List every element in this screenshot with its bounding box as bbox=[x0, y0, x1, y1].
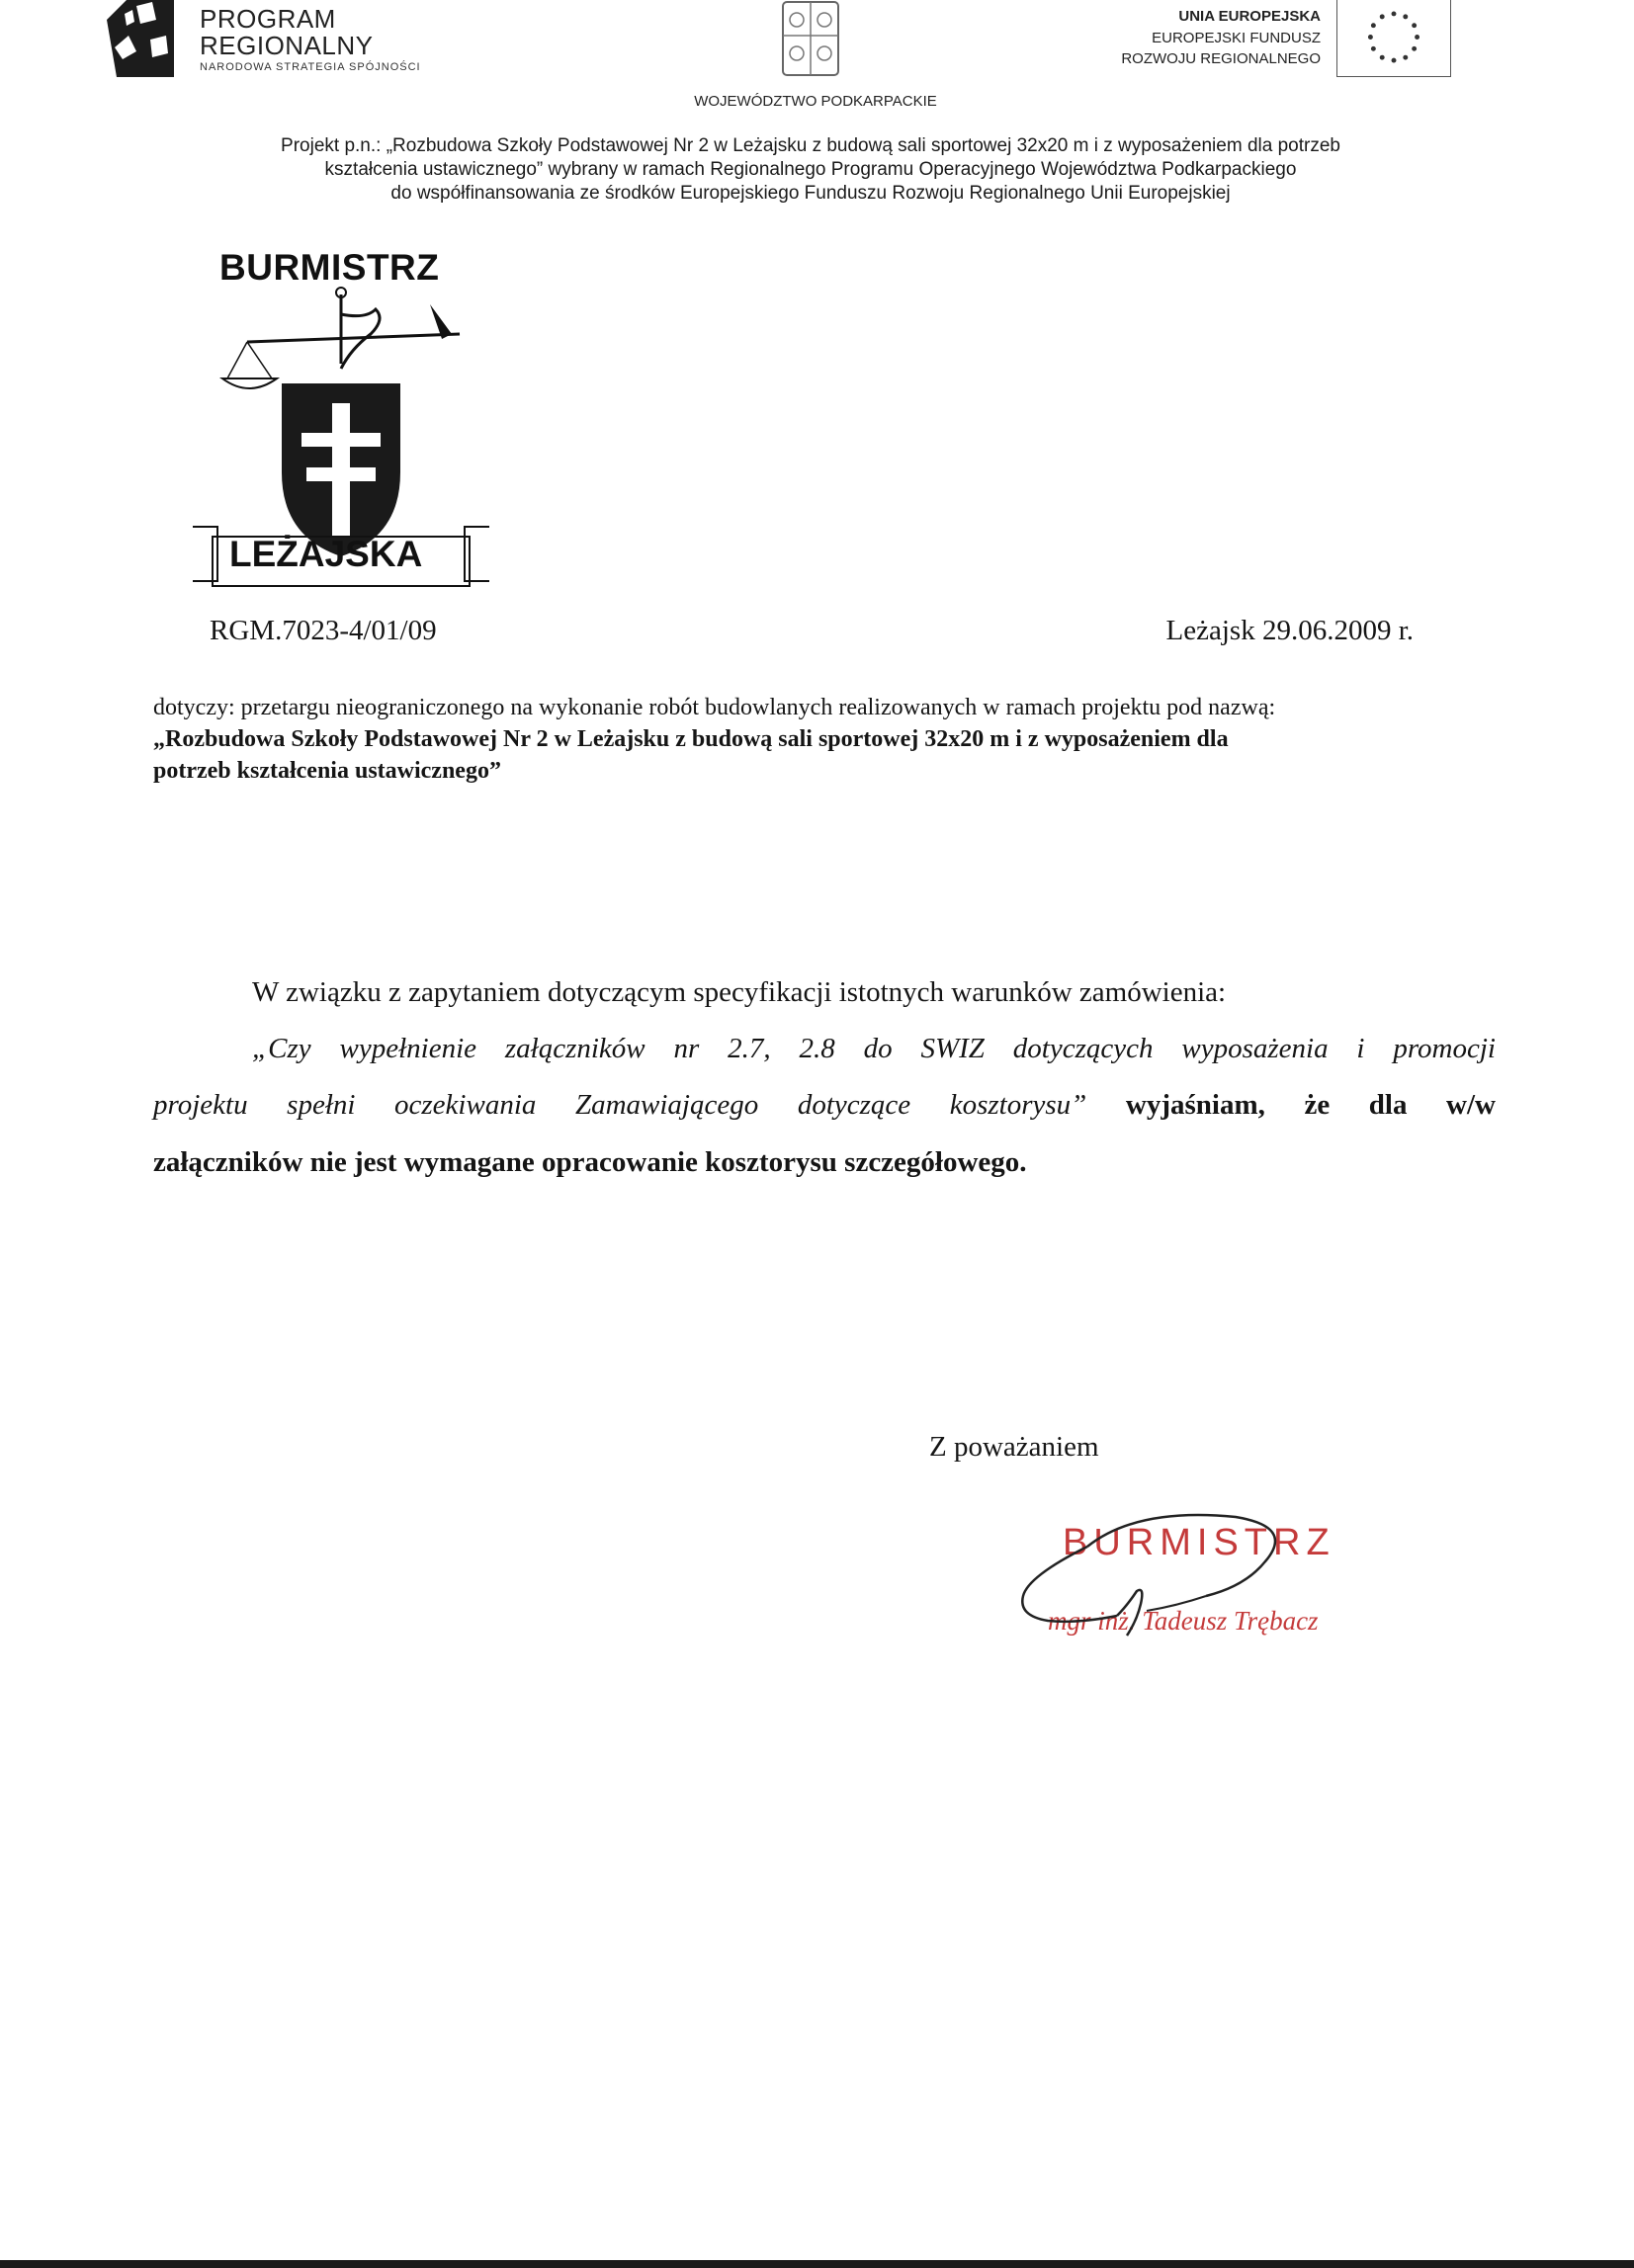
program-title-line1: PROGRAM bbox=[200, 4, 336, 34]
stamp-name: mgr inż. Tadeusz Trębacz bbox=[1048, 1606, 1319, 1636]
letter-date: Leżajsk 29.06.2009 r. bbox=[1165, 615, 1414, 646]
a1-word: w/w bbox=[1446, 1089, 1496, 1121]
emblem-top-text: BURMISTRZ bbox=[219, 247, 440, 288]
answer-part2: załączników nie jest wymagane opracowanie kosztorysu szczegółowego. bbox=[153, 1146, 1027, 1178]
closing-text: Z poważaniem bbox=[929, 1431, 1099, 1463]
q2-word: projektu bbox=[153, 1089, 248, 1121]
subject-line1: dotyczy: przetargu nieograniczonego na wykonanie robót budowlanych realizowanych w ramach projektu pod nazwą: bbox=[153, 695, 1276, 720]
eu-label-line2: EUROPEJSKI FUNDUSZ bbox=[1152, 30, 1321, 46]
a1-word: dla bbox=[1368, 1089, 1408, 1121]
subject-line3: potrzeb kształcenia ustawicznego” bbox=[153, 758, 501, 784]
a1-word: wyjaśniam, bbox=[1125, 1089, 1265, 1121]
eu-label-line3: ROZWOJU REGIONALNEGO bbox=[1121, 50, 1321, 67]
reference-number: RGM.7023-4/01/09 bbox=[210, 615, 437, 646]
project-line2: kształcenia ustawicznego” wybrany w ramach Regionalnego Programu Operacyjnego Województwa Podkarpackiego bbox=[324, 159, 1297, 180]
eu-flag-icon bbox=[1336, 0, 1451, 77]
question-answer-line bbox=[153, 1089, 1496, 1122]
question-part1: „Czy wypełnienie załączników nr 2.7, 2.8 do SWIZ dotyczących wyposażenia i promocji bbox=[252, 1033, 1496, 1064]
q2-word: oczekiwania bbox=[394, 1089, 537, 1121]
q2-word: spełni bbox=[287, 1089, 356, 1121]
body-intro: W związku z zapytaniem dotyczącym specyfikacji istotnych warunków zamówienia: bbox=[252, 976, 1227, 1008]
voivodeship-crest bbox=[775, 0, 846, 79]
project-line1: Projekt p.n.: „Rozbudowa Szkoły Podstawowej Nr 2 w Leżajsku z budową sali sportowej 32x20 m i z wyposażeniem dla potrzeb bbox=[281, 135, 1340, 156]
scan-bottom-edge bbox=[0, 2260, 1634, 2268]
program-title-line2: REGIONALNY bbox=[200, 31, 374, 60]
a1-word: że bbox=[1304, 1089, 1331, 1121]
program-subtitle: NARODOWA STRATEGIA SPÓJNOŚCI bbox=[200, 61, 421, 73]
voivodeship-label: WOJEWÓDZTWO PODKARPACKIE bbox=[694, 93, 937, 110]
eu-label-line1: UNIA EUROPEJSKA bbox=[1178, 8, 1321, 25]
project-description bbox=[168, 134, 1453, 206]
q2-word: kosztorysu” bbox=[949, 1089, 1087, 1121]
q2-word: dotyczące bbox=[797, 1089, 911, 1121]
subject-line2: „Rozbudowa Szkoły Podstawowej Nr 2 w Leżajsku z budową sali sportowej 32x20 m i z wyposażeniem dla bbox=[153, 726, 1229, 752]
q2-word: Zamawiającego bbox=[574, 1089, 759, 1121]
handwritten-signature bbox=[1008, 1487, 1305, 1675]
emblem-bottom-text: LEŻAJSKA bbox=[229, 534, 423, 574]
project-line3: do współfinansowania ze środków Europejskiego Funduszu Rozwoju Regionalnego Unii Europejskiej bbox=[390, 183, 1231, 204]
stamp-title: BURMISTRZ bbox=[1063, 1522, 1335, 1563]
